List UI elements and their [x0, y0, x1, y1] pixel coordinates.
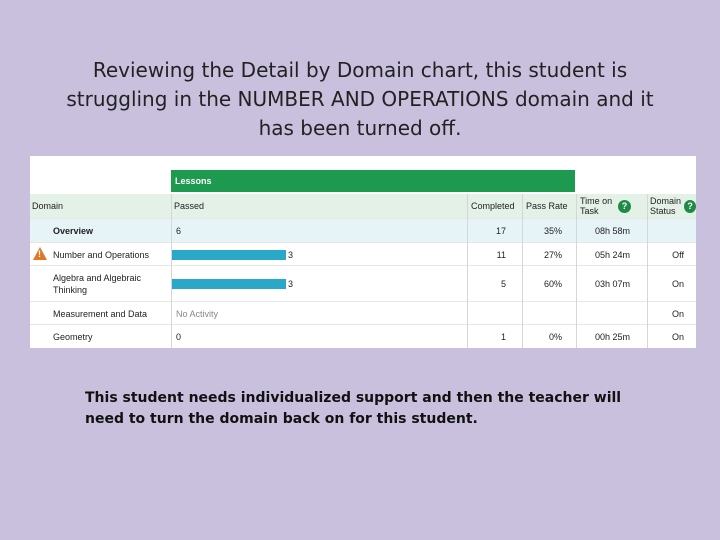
- domain-name: Overview: [53, 226, 94, 236]
- time-on-task-value: [580, 302, 630, 325]
- completed-value: [470, 302, 506, 325]
- domain-status-value: Off: [672, 249, 684, 260]
- domain-status-value: [652, 219, 684, 243]
- completed-value: 5: [500, 279, 506, 289]
- domain-status-value: On: [671, 331, 684, 342]
- slide-title: Reviewing the Detail by Domain chart, this student is struggling in the NUMBER AND OPERATIONS domain and it has been turned off.: [66, 58, 654, 140]
- table-row[interactable]: [30, 324, 696, 348]
- completed-value: 17: [495, 226, 506, 236]
- slide-note: This student needs individualized support and then the teacher will need to turn the domain back on for this student.: [85, 390, 622, 427]
- passed-value: 3: [288, 279, 294, 289]
- completed-value: 1: [500, 331, 506, 342]
- time-on-task-value: 00h 25m: [594, 331, 630, 342]
- domain-name: Algebra and Algebraic Thinking: [53, 273, 142, 295]
- column-divider: [467, 194, 468, 348]
- help-icon[interactable]: ?: [618, 200, 631, 213]
- time-on-task-value: 03h 07m: [594, 279, 630, 289]
- help-icon[interactable]: ?: [684, 200, 696, 213]
- passed-value: No Activity: [176, 308, 219, 319]
- time-on-task-value: 05h 24m: [594, 249, 630, 260]
- warning-icon: !: [33, 247, 47, 260]
- table-row[interactable]: [30, 265, 696, 302]
- passed-value: 6: [176, 226, 182, 236]
- header-completed[interactable]: Completed: [471, 201, 515, 211]
- table-row[interactable]: [30, 301, 696, 325]
- passed-value: 0: [176, 331, 182, 342]
- domain-name: Geometry: [53, 331, 93, 342]
- domain-name: Number and Operations: [53, 249, 150, 260]
- domain-status-value: On: [671, 279, 684, 289]
- pass-rate-value: 60%: [543, 279, 562, 289]
- lessons-group-header: Lessons: [171, 170, 575, 192]
- header-pass-rate[interactable]: Pass Rate: [526, 201, 568, 211]
- pass-rate-value: [524, 302, 562, 325]
- domain-name: Measurement and Data: [53, 308, 148, 319]
- header-domain-status-label: Domain Status: [650, 196, 682, 216]
- header-time-on-task[interactable]: [580, 194, 646, 218]
- table-row[interactable]: [30, 218, 696, 243]
- column-header-row: [30, 194, 696, 218]
- column-divider: [171, 194, 172, 348]
- header-time-on-task-label: Time on Task: [580, 196, 613, 216]
- header-domain[interactable]: Domain: [32, 201, 64, 211]
- pass-rate-value: 27%: [543, 249, 562, 260]
- time-on-task-value: 08h 58m: [594, 226, 630, 236]
- table-row[interactable]: [30, 242, 696, 266]
- column-divider: [576, 194, 577, 348]
- passed-progress-bar: [172, 250, 286, 260]
- header-domain-status[interactable]: [650, 194, 696, 218]
- header-passed[interactable]: Passed: [174, 201, 205, 211]
- column-divider: [647, 194, 648, 348]
- pass-rate-value: 35%: [543, 226, 562, 236]
- detail-by-domain-report: [30, 156, 696, 348]
- column-divider: [522, 194, 523, 348]
- completed-value: 11: [496, 249, 506, 260]
- pass-rate-value: 0%: [548, 331, 562, 342]
- passed-value: 3: [288, 249, 294, 260]
- passed-progress-bar: [172, 279, 286, 289]
- domain-status-value: On: [671, 308, 684, 319]
